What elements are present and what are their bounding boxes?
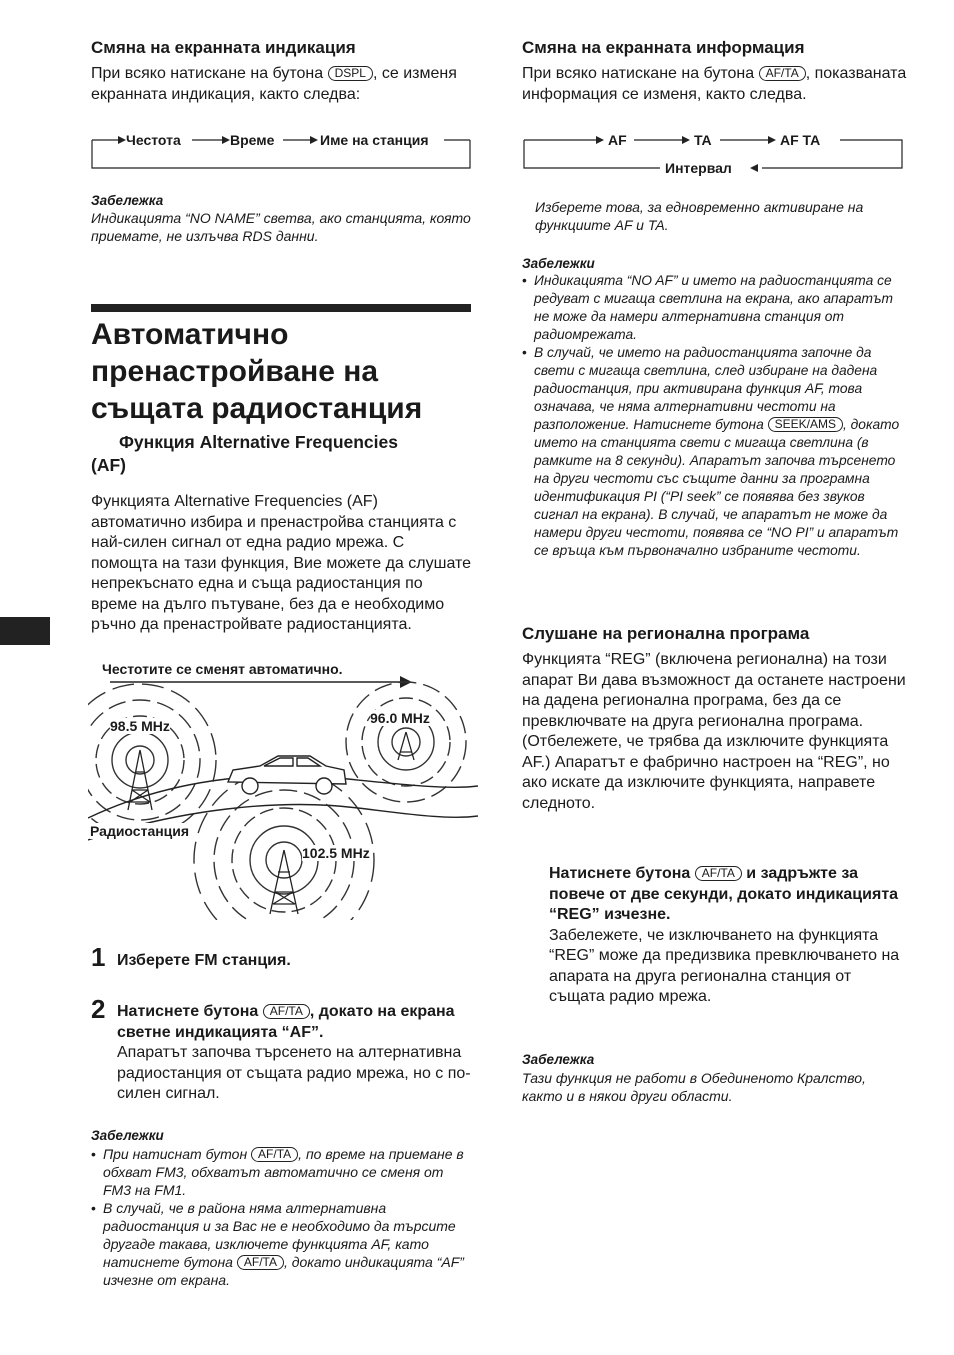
af-ta-button-symbol: AF/TA bbox=[759, 66, 806, 81]
frequency-label-1: 98.5 MHz bbox=[110, 718, 170, 734]
dspl-button-symbol: DSPL bbox=[328, 66, 373, 81]
text: При всяко натискане на бутона bbox=[522, 65, 755, 82]
step-number: 2 bbox=[91, 994, 106, 1024]
af-ta-button-symbol: AF/TA bbox=[695, 866, 742, 881]
flow-item-station-name: Име на станция bbox=[320, 132, 429, 148]
step-description: Апаратът започва търсенето на алтернативна радиостанция от същата радио мрежа, но с по-силен сигнал. bbox=[117, 1044, 471, 1102]
text: , докато на екрана светне индикацията “AF”. bbox=[117, 1003, 455, 1041]
paragraph: Функцията “REG” (включена регионална) на този апарат Ви дава възможност да останете настроени на дадена регионална програма, без да се превключвате на друга регионална програма. (Отбележете, че трябва да изключите функцията AF.) Апаратът е фабрично настроен на “REG”, но ако искате да изключите функцията, направете следното. bbox=[522, 651, 906, 812]
af-ta-button-symbol: AF/TA bbox=[251, 1147, 298, 1162]
section-heading: Смяна на екранната индикация bbox=[91, 38, 356, 57]
diagram-caption: Изберете това, за едновременно активиране на функциите AF и TA. bbox=[535, 199, 864, 233]
text: , показваната информация се изменя, както следва. bbox=[522, 65, 907, 103]
figure-caption: Честотите се сменят автоматично. bbox=[102, 661, 343, 677]
frequency-label-2: 96.0 MHz bbox=[370, 710, 430, 726]
frequency-label-3: 102.5 MHz bbox=[302, 845, 370, 861]
step-text: Изберете FM станция. bbox=[117, 952, 291, 969]
text: , докато името на станцията свети с мигаща светлина (в рамките на 8 секунди). Апаратът започва търсенето на други честоти със същите данни за програмна идентификация PI (“PI seek” се появява без звуков сигнал на екрана). В случай, че апаратът не може да намери други честоти, появява се “NO PI” и апаратът се връща към първоначално избраните честоти. bbox=[534, 417, 900, 558]
note-item bbox=[91, 1199, 471, 1289]
page-title bbox=[91, 316, 422, 427]
text: , по време на приемане в обхват FM3, обхватът автоматично се сменя от FM3 на FM1. bbox=[103, 1146, 464, 1198]
flow-item-interval: Интервал bbox=[665, 160, 732, 176]
note-text: Тази функция не работи в Обединеното Кралство, както и в някои други области. bbox=[522, 1070, 866, 1104]
step-number: 1 bbox=[91, 942, 106, 972]
text: В случай, че в района няма алтернативна радиостанция и за Вас не е необходимо да търсите другаде такава, изключете функцията AF, като натиснете бутона bbox=[103, 1200, 456, 1270]
title-line: пренастройване на bbox=[91, 355, 379, 388]
step-description: Забележете, че изключването на функцията “REG” може да предизвика превключването на апарата на друга регионална станция от същата радио мрежа. bbox=[549, 926, 900, 1005]
seek-ams-button-symbol: SEEK/AMS bbox=[768, 417, 843, 432]
flow-item-frequency: Честота bbox=[126, 132, 181, 148]
page-tab-marker bbox=[0, 617, 50, 645]
flow-item-af-ta: AF TA bbox=[780, 132, 821, 148]
af-ta-button-symbol: AF/TA bbox=[263, 1004, 310, 1019]
notes-heading: Забележки bbox=[522, 256, 595, 271]
text: , докато индикацията “AF” изчезне от екрана. bbox=[103, 1254, 464, 1288]
flow-item-af: AF bbox=[608, 132, 627, 148]
paragraph bbox=[522, 64, 907, 105]
note-item bbox=[522, 344, 907, 560]
text: Натиснете бутона bbox=[549, 865, 691, 882]
note-heading: Забележка bbox=[91, 193, 164, 208]
text: При всяко натискане на бутона bbox=[91, 65, 324, 82]
text: , се изменя екранната индикация, както следва: bbox=[91, 65, 457, 103]
notes-list bbox=[522, 272, 907, 560]
note-text: Индикацията “NO NAME” светва, ако станцията, която приемате, не излъчва RDS данни. bbox=[91, 210, 471, 244]
note-item bbox=[91, 1145, 471, 1199]
title-line: Автоматично bbox=[91, 318, 289, 351]
notes-heading: Забележки bbox=[91, 1128, 164, 1143]
notes-list bbox=[91, 1145, 471, 1289]
text: Индикацията “NO AF” и името на радиостанцията се редуват с мигаща светлина на екрана, ако апаратът не може да намери алтернативна станция от радиомрежата. bbox=[534, 273, 894, 342]
subtitle-line: (AF) bbox=[91, 455, 126, 475]
text: Натиснете бутона bbox=[117, 1003, 259, 1020]
subtitle bbox=[91, 431, 398, 477]
title-rule bbox=[91, 304, 471, 312]
text: и задръжте за повече от две секунди, докато индикацията “REG” изчезне. bbox=[549, 865, 899, 923]
station-label: Радиостанция bbox=[90, 823, 190, 839]
step-block bbox=[549, 864, 904, 1008]
section-heading: Смяна на екранната информация bbox=[522, 38, 805, 57]
note-item bbox=[522, 272, 907, 344]
af-ta-button-symbol: AF/TA bbox=[237, 1255, 284, 1270]
section-heading: Слушане на регионална програма bbox=[522, 624, 810, 643]
intro-paragraph: Функцията Alternative Frequencies (AF) автоматично избира и пренастройва станцията с най-силен сигнал от една радио мрежа. С помощта на тази функция, Вие можете да слушате непрекъснато една и съща радиостанция по време на дълго пътуване, без да е необходимо ръчно да пренастройвате радиостанцията. bbox=[91, 493, 472, 633]
note-heading: Забележка bbox=[522, 1052, 595, 1067]
step-block bbox=[117, 1002, 472, 1105]
text: В случай, че името на радиостанцията започне да свети с мигаща светлина, след избиране на дадена радиостанция, при активирана функция AF, това означава, че няма алтернативни честоти на разположение. Натиснете бутона bbox=[534, 345, 878, 432]
flow-item-time: Време bbox=[230, 132, 275, 148]
flow-item-ta: TA bbox=[694, 132, 712, 148]
title-line: същата радиостанция bbox=[91, 392, 423, 425]
af-illustration bbox=[88, 660, 478, 920]
text: При натиснат бутон bbox=[103, 1146, 248, 1162]
paragraph bbox=[91, 64, 471, 105]
subtitle-line: Функция Alternative Frequencies bbox=[119, 432, 398, 452]
